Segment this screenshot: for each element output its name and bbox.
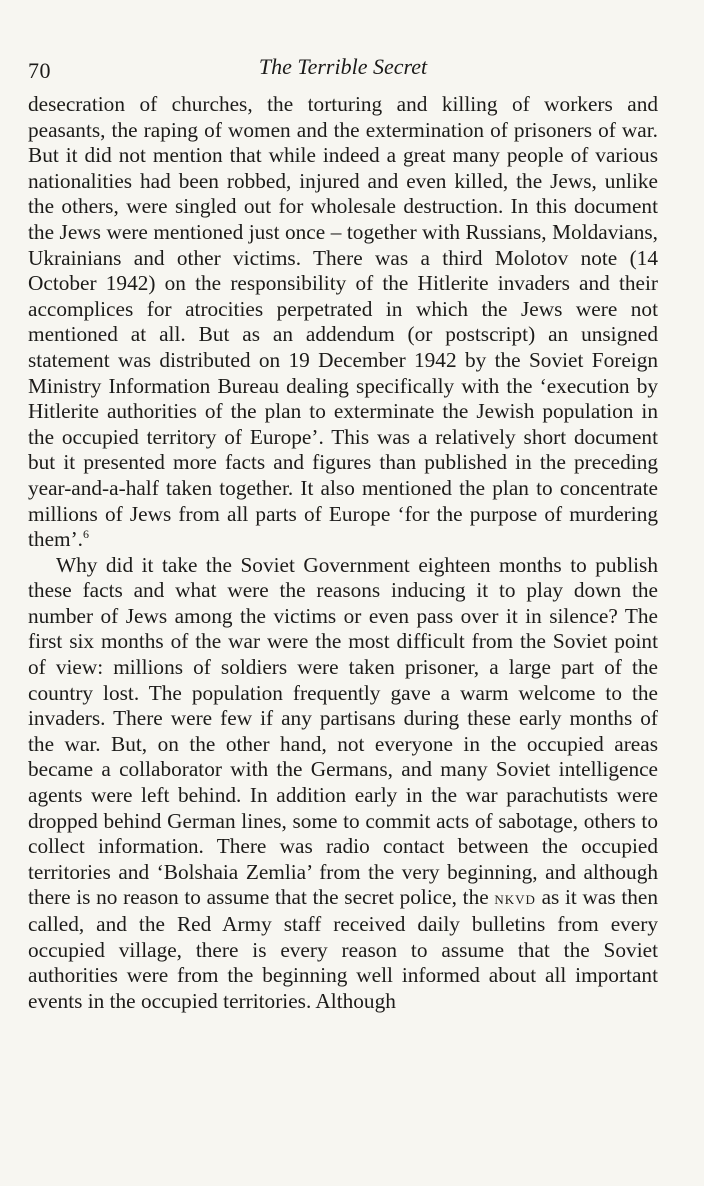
paragraph-2-text-start: Why did it take the Soviet Government eighteen months to publish these facts and what were the reasons inducing it to play down the number of Jews among the victims or even pass over it in silence? The first six months of the war were the most difficult from the Soviet point of view: millions of soldiers were taken prisoner, a large part of the country lost. The population frequently gave a warm welcome to the invaders. There were few if any partisans during these early months of the war. But, on the other hand, not everyone in the occupied areas became a collaborator with the Germans, and many Soviet intelligence agents were left behind. In addition early in the war parachutists were dropped behind German lines, some to commit acts of sabotage, others to collect information. There was radio contact between the occupied territories and ‘Bolshaia Zemlia’ from the very beginning, and although there is no reason to assume that the secret police, the [28,552,658,910]
paragraph-1-text: desecration of churches, the torturing and killing of workers and peasants, the raping of women and the extermination of prisoners of war. But it did not mention that while indeed a great many people of various nationalities had been robbed, injured and even killed, the Jews, unlike the others, were singled out for wholesale destruction. In this document the Jews were mentioned just once – together with Russians, Moldavians, Ukrainians and other victims. There was a third Molotov note (14 October 1942) on the responsibility of the Hitlerite invaders and their accomplices for atrocities perpetrated in which the Jews were not mentioned at all. But as an addendum (or postscript) an unsigned statement was distributed on 19 December 1942 by the Soviet Foreign Ministry Information Bureau dealing specifically with the ‘execution by Hitlerite authorities of the plan to exterminate the Jewish population in the occupied territory of Europe’. This was a relatively short document but it presented more facts and figures than published in the preceding year-and-a-half taken together. It also mentioned the plan to concentrate millions of Jews from all parts of Europe ‘for the purpose of murdering them’. [28,92,658,552]
paragraph-2-text-end: as it was then called, and the Red Army staff received daily bulletins from every occupied village, there is every reason to assume that the Soviet authorities were from the beginning well informed about all important events in the occupied territories. Although [28,885,658,1013]
footnote-reference: 6 [83,527,89,541]
paragraph-1 [28,92,658,553]
page-number: 70 [28,58,51,83]
running-title: The Terrible Secret [258,54,428,79]
body-text [28,92,658,1014]
book-page [28,50,658,1014]
nkvd-abbreviation: nkvd [494,888,536,909]
page-header [28,50,658,90]
paragraph-2 [28,553,658,1015]
